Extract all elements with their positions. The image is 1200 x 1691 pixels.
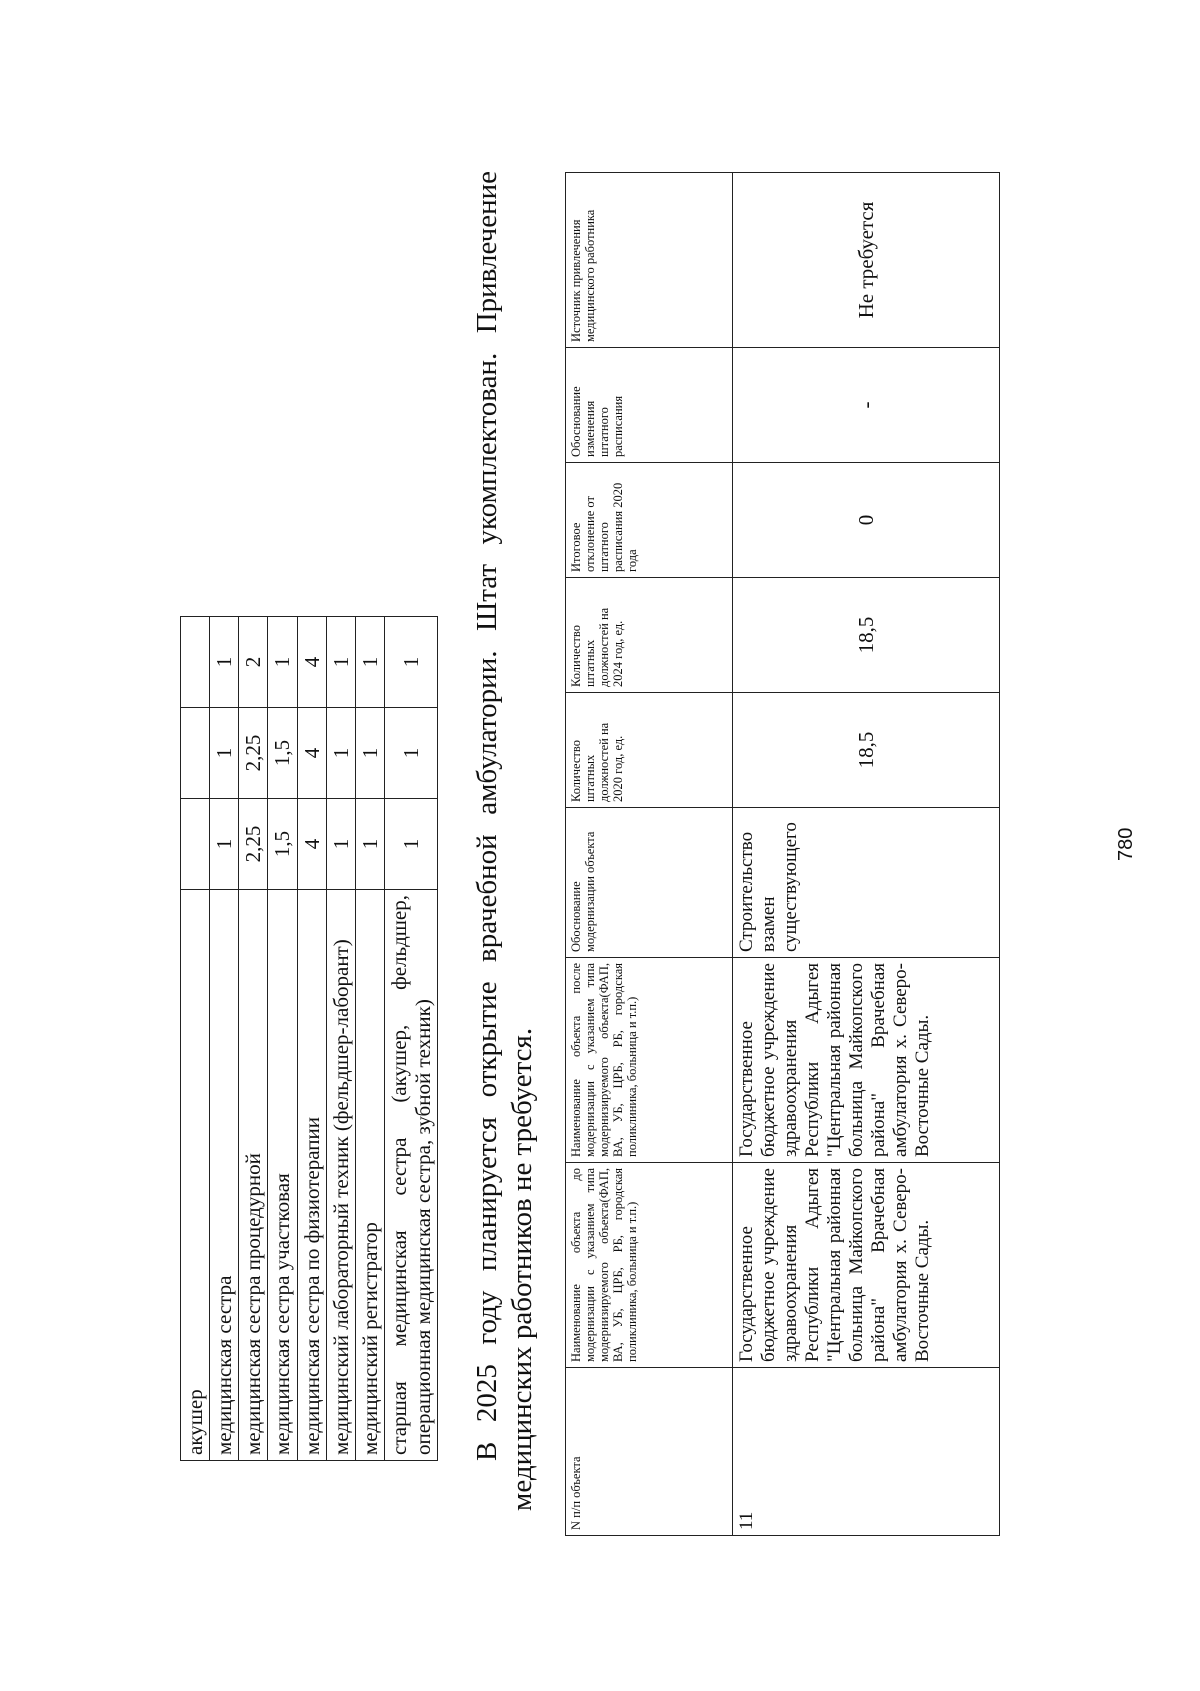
table-row (355, 617, 384, 1461)
table-row (268, 617, 297, 1461)
cell-after: Государственное бюджетное учреждение здравоохранения Республики Адыгея "Центральная районная больница Майкопского района" Врачебная амбулатория х. Северо-Восточные Сады. (733, 958, 1000, 1163)
table-header-row (566, 173, 733, 1536)
staff-value-v2: 1 (326, 708, 355, 799)
staff-position-name: старшая медицинская сестра (акушер, фельдшер, операционная медицинская сестра, зубной техник) (384, 890, 437, 1461)
staff-value-v3: 1 (326, 617, 355, 708)
staff-position-name: медицинская сестра по физиотерапии (297, 890, 326, 1461)
staff-value-v2: 1 (384, 708, 437, 799)
staff-position-name: медицинский регистратор (355, 890, 384, 1461)
staff-value-v1: 4 (297, 799, 326, 890)
staff-value-v1: 1,5 (268, 799, 297, 890)
cell-deviation: 0 (733, 463, 1000, 578)
header-change-basis: Обоснование изменения штатного расписания (566, 348, 733, 463)
header-n: N п/п объекта (566, 1368, 733, 1536)
staff-position-name: медицинский лабораторный техник (фельдшер-лаборант) (326, 890, 355, 1461)
staff-value-v3 (181, 617, 210, 708)
cell-source: Не требуется (733, 173, 1000, 348)
header-after: Наименование объекта после модернизации с указанием типа модернизируемого объекта(ФАП, ВА, УБ, ЦРБ, РБ, городская поликлиника, больница и т.п.) (566, 958, 733, 1163)
staff-value-v2: 4 (297, 708, 326, 799)
staff-position-name: акушер (181, 890, 210, 1461)
staff-value-v1 (181, 799, 210, 890)
staff-value-v2: 1,5 (268, 708, 297, 799)
cell-count-2024: 18,5 (733, 578, 1000, 693)
staff-value-v2 (181, 708, 210, 799)
staff-value-v1: 1 (355, 799, 384, 890)
staff-value-v2: 2,25 (239, 708, 268, 799)
table-row (384, 617, 437, 1461)
staff-value-v2: 1 (355, 708, 384, 799)
staff-table (180, 616, 438, 1461)
paragraph: В 2025 году планируется открытие врачебной амбулатории. Штат укомплектован. Привлечение медицинских работников не требуется. (471, 171, 538, 1511)
staff-position-name: медицинская сестра (210, 890, 239, 1461)
staff-value-v3: 1 (210, 617, 239, 708)
header-basis: Обоснование модернизации объекта (566, 808, 733, 958)
staff-value-v3: 1 (384, 617, 437, 708)
staff-value-v3: 1 (355, 617, 384, 708)
table-row (326, 617, 355, 1461)
page-number: 780 (1115, 827, 1137, 861)
staff-value-v3: 1 (268, 617, 297, 708)
cell-basis: Строительство взамен существующего (733, 808, 1000, 958)
staff-value-v2: 1 (210, 708, 239, 799)
header-before: Наименование объекта до модернизации с указанием типа модернизируемого объекта(ФАП, ВА, УБ, ЦРБ, РБ, городская поликлиника, больница и т.п.) (566, 1163, 733, 1368)
table-row (297, 617, 326, 1461)
staff-value-v1: 2,25 (239, 799, 268, 890)
table-row (733, 173, 1000, 1536)
header-deviation: Итоговое отклонение от штатного расписания 2020 года (566, 463, 733, 578)
header-source: Источник привлечения медицинского работника (566, 173, 733, 348)
staff-position-name: медицинская сестра процедурной (239, 890, 268, 1461)
cell-count-2020: 18,5 (733, 693, 1000, 808)
staff-value-v1: 1 (384, 799, 437, 890)
cell-change-basis: - (733, 348, 1000, 463)
staff-position-name: медицинская сестра участковая (268, 890, 297, 1461)
table-row (181, 617, 210, 1461)
staff-value-v1: 1 (326, 799, 355, 890)
cell-n: 11 (733, 1368, 1000, 1536)
header-count-2020: Количество штатных должностей на 2020 год, ед. (566, 693, 733, 808)
staff-value-v3: 4 (297, 617, 326, 708)
header-count-2024: Количество штатных должностей на 2024 год, ед. (566, 578, 733, 693)
table-row (210, 617, 239, 1461)
staff-value-v3: 2 (239, 617, 268, 708)
table-row (239, 617, 268, 1461)
modernization-table (565, 172, 1000, 1536)
cell-before: Государственное бюджетное учреждение здравоохранения Республики Адыгея "Центральная районная больница Майкопского района" Врачебная амбулатория х. Северо-Восточные Сады. (733, 1163, 1000, 1368)
staff-value-v1: 1 (210, 799, 239, 890)
